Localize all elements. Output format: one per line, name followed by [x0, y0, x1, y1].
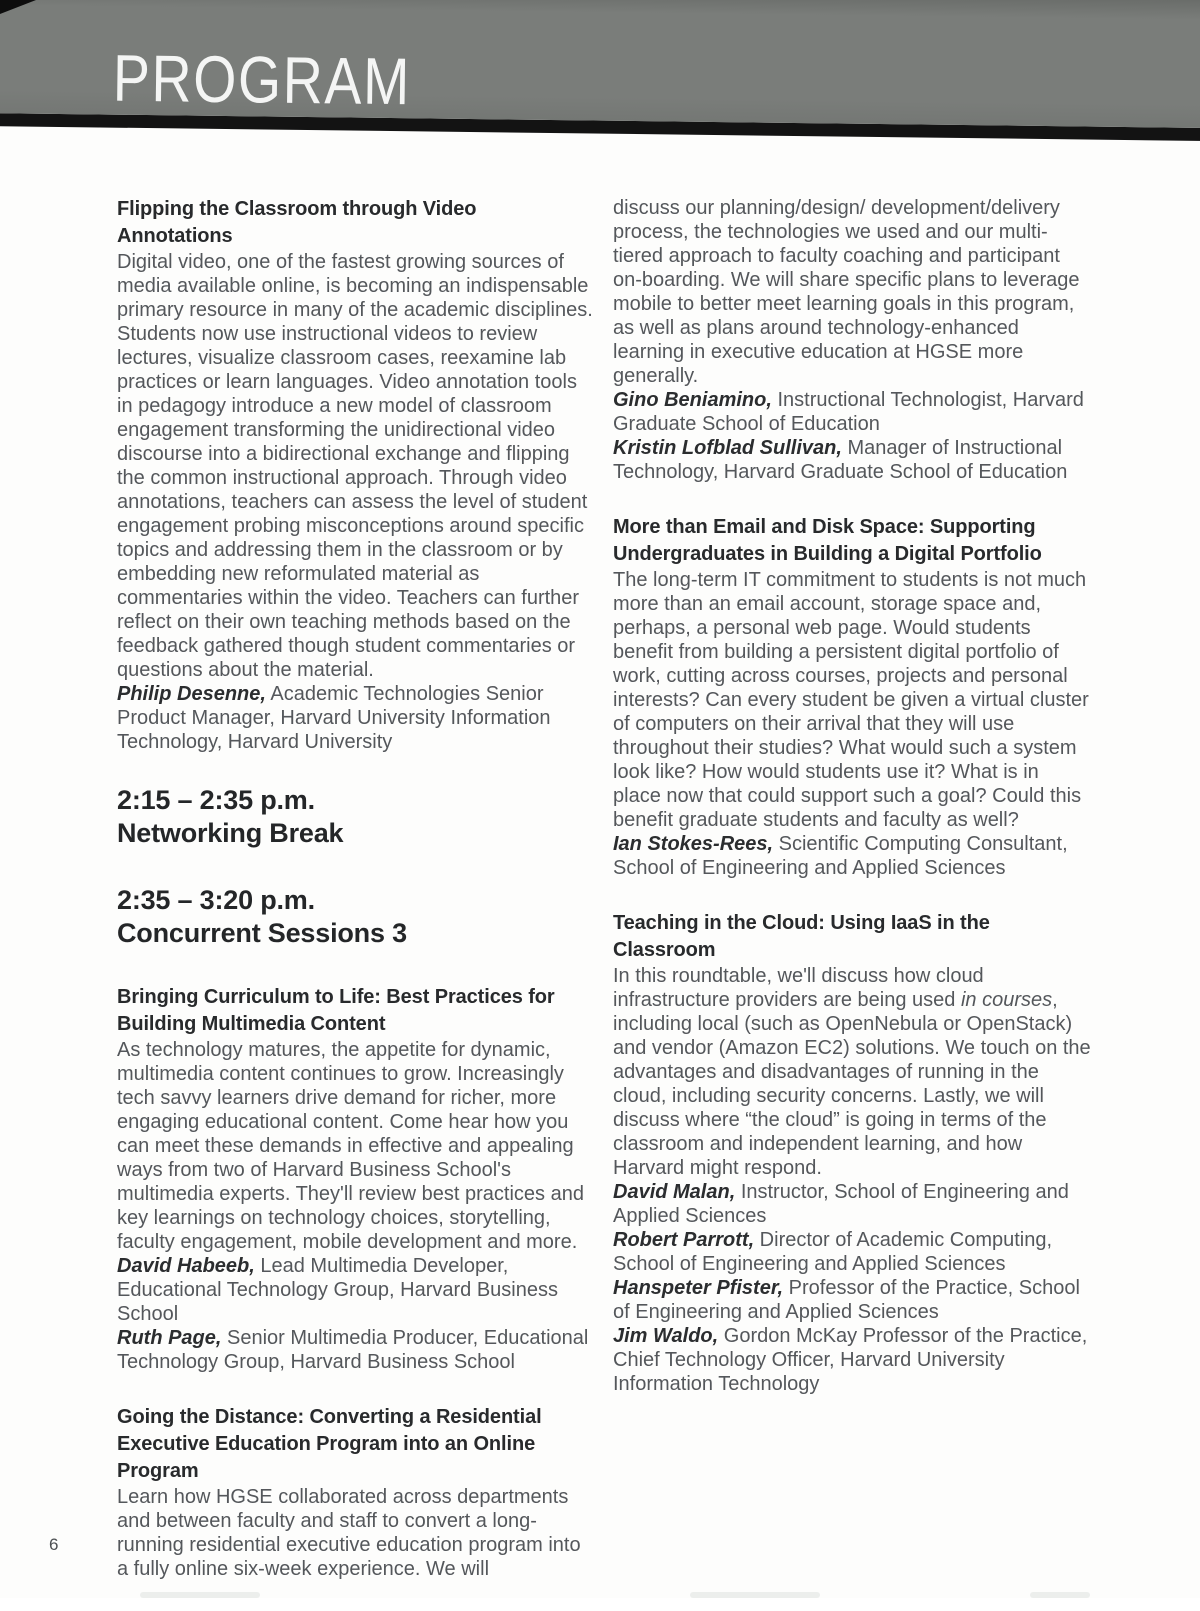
speaker-name: Robert Parrott, [613, 1229, 755, 1251]
session-body: As technology matures, the appetite for dynamic, multimedia content continues to grow. Increasingly tech savvy learners drive demand for richer, more engaging educational content. Come hear how you can meet these demands in effective and appealing ways from two of Harvard Business School's multimedia experts. They'll review best practices and key learnings on technology choices, storytelling, faculty engagement, mobile development and more. [117, 1039, 584, 1253]
time-range: 2:15 – 2:35 p.m. [117, 785, 315, 815]
session-block [117, 984, 595, 1374]
speaker-line: Philip Desenne, Academic Technologies Senior Product Manager, Harvard University Information Technology, Harvard University [117, 683, 551, 753]
session-title: Teaching in the Cloud: Using IaaS in the Classroom [613, 912, 990, 961]
speaker-name: David Habeeb, [117, 1255, 255, 1277]
speaker-line: Ian Stokes-Rees, Scientific Computing Consultant, School of Engineering and Applied Sciences [613, 833, 1068, 879]
page-header-banner [0, 0, 1200, 141]
speaker-name: Ian Stokes-Rees, [613, 833, 774, 855]
banner-background [0, 0, 1200, 128]
body-text-run: in courses [960, 989, 1053, 1011]
speaker-line: Kristin Lofblad Sullivan, Manager of Instructional Technology, Harvard Graduate School of Education [613, 437, 1068, 483]
session-body: The long-term IT commitment to students is not much more than an email account, storage space and, perhaps, a personal web page. Would students benefit from building a persistent digital portfolio of work, cutting across courses, projects and personal interests? Can every student be given a virtual cluster of computers on their arrival that they will use throughout their studies? What would such a system look like? How would students use it? What is in place now that could support such a goal? Could this benefit graduate students and faculty as well? [613, 569, 1089, 831]
speaker-line: David Habeeb, Lead Multimedia Developer, Educational Technology Group, Harvard Business School [117, 1255, 558, 1325]
speaker-line: David Malan, Instructor, School of Engineering and Applied Sciences [613, 1181, 1069, 1227]
speaker-line: Jim Waldo, Gordon McKay Professor of the Practice, Chief Technology Officer, Harvard University Information Technology [613, 1325, 1088, 1395]
session-body: Digital video, one of the fastest growing sources of media available online, is becoming an indispensable primary resource in many of the academic disciplines. Students now use instructional videos to review lectures, visualize classroom cases, reexamine lab practices or learn languages. Video annotation tools in pedagogy introduce a new model of classroom engagement transforming the unidirectional video discourse into a bidirectional exchange and flipping the common instructional approach. Through video annotations, teachers can assess the level of student engagement probing misconceptions around specific topics and addressing them in the classroom or by embedding new reformulated material as commentaries within the video. Teachers can further reflect on their own teaching methods based on the feedback gathered though student commentaries or questions about the material. [117, 251, 593, 681]
session-title: More than Email and Disk Space: Supporting Undergraduates in Building a Digital Portfolio [613, 516, 1042, 565]
body-text-run: , including local (such as OpenNebula or OpenStack) and vendor (Amazon EC2) solutions. We touch on the advantages and disadvantages of running in the cloud, including security concerns. Lastly, we will discuss where “the cloud” is going in terms of the classroom and independent learning, and how Harvard might respond. [613, 989, 1091, 1179]
scan-edge-artifact [1030, 1592, 1090, 1598]
session-body: discuss our planning/design/ development/delivery process, the technologies we used and our multi-tiered approach to faculty coaching and participant on-boarding. We will share specific plans to leverage mobile to better meet learning goals in this program, as well as plans around technology-enhanced learning in executive education at HGSE more generally. [613, 197, 1080, 387]
speaker-line: Robert Parrott, Director of Academic Computing, School of Engineering and Applied Sciences [613, 1229, 1053, 1275]
speaker-name: Ruth Page, [117, 1327, 222, 1349]
speaker-name: Jim Waldo, [613, 1325, 719, 1347]
session-body [613, 964, 1091, 1180]
session-block [117, 196, 595, 754]
page-title: PROGRAM [112, 40, 412, 119]
speaker-name: Philip Desenne, [117, 683, 266, 705]
session-body: Learn how HGSE collaborated across departments and between faculty and staff to convert a long-running residential executive education program into a fully online six-week experience. We will [117, 1486, 581, 1580]
speaker-name: Kristin Lofblad Sullivan, [613, 437, 842, 459]
session-title: Flipping the Classroom through Video Annotations [117, 198, 477, 247]
speaker-line: Gino Beniamino, Instructional Technologist, Harvard Graduate School of Education [613, 389, 1084, 435]
page-number: 6 [49, 1535, 59, 1554]
speaker-name: Hanspeter Pfister, [613, 1277, 784, 1299]
session-block [613, 910, 1091, 1396]
scan-edge-artifact [140, 1592, 260, 1598]
speaker-line: Ruth Page, Senior Multimedia Producer, Educational Technology Group, Harvard Business School [117, 1327, 589, 1373]
session-title: Going the Distance: Converting a Residential Executive Education Program into an Online Program [117, 1406, 542, 1482]
speaker-line: Hanspeter Pfister, Professor of the Practice, School of Engineering and Applied Sciences [613, 1277, 1080, 1323]
time-title: Concurrent Sessions 3 [117, 918, 407, 948]
session-block [613, 196, 1091, 484]
session-block [613, 514, 1091, 880]
speaker-name: Gino Beniamino, [613, 389, 772, 411]
body-text-run: In this roundtable, we'll discuss how cloud infrastructure providers are being used [613, 965, 984, 1011]
time-slot [117, 784, 595, 850]
time-range: 2:35 – 3:20 p.m. [117, 885, 315, 915]
session-title: Bringing Curriculum to Life: Best Practices for Building Multimedia Content [117, 986, 555, 1035]
right-column [613, 196, 1091, 1611]
left-column [117, 196, 595, 1611]
session-block [117, 1404, 595, 1581]
time-title: Networking Break [117, 818, 344, 848]
program-content [117, 196, 1091, 1611]
speaker-name: David Malan, [613, 1181, 736, 1203]
time-slot [117, 884, 595, 950]
scan-edge-artifact [690, 1592, 820, 1598]
